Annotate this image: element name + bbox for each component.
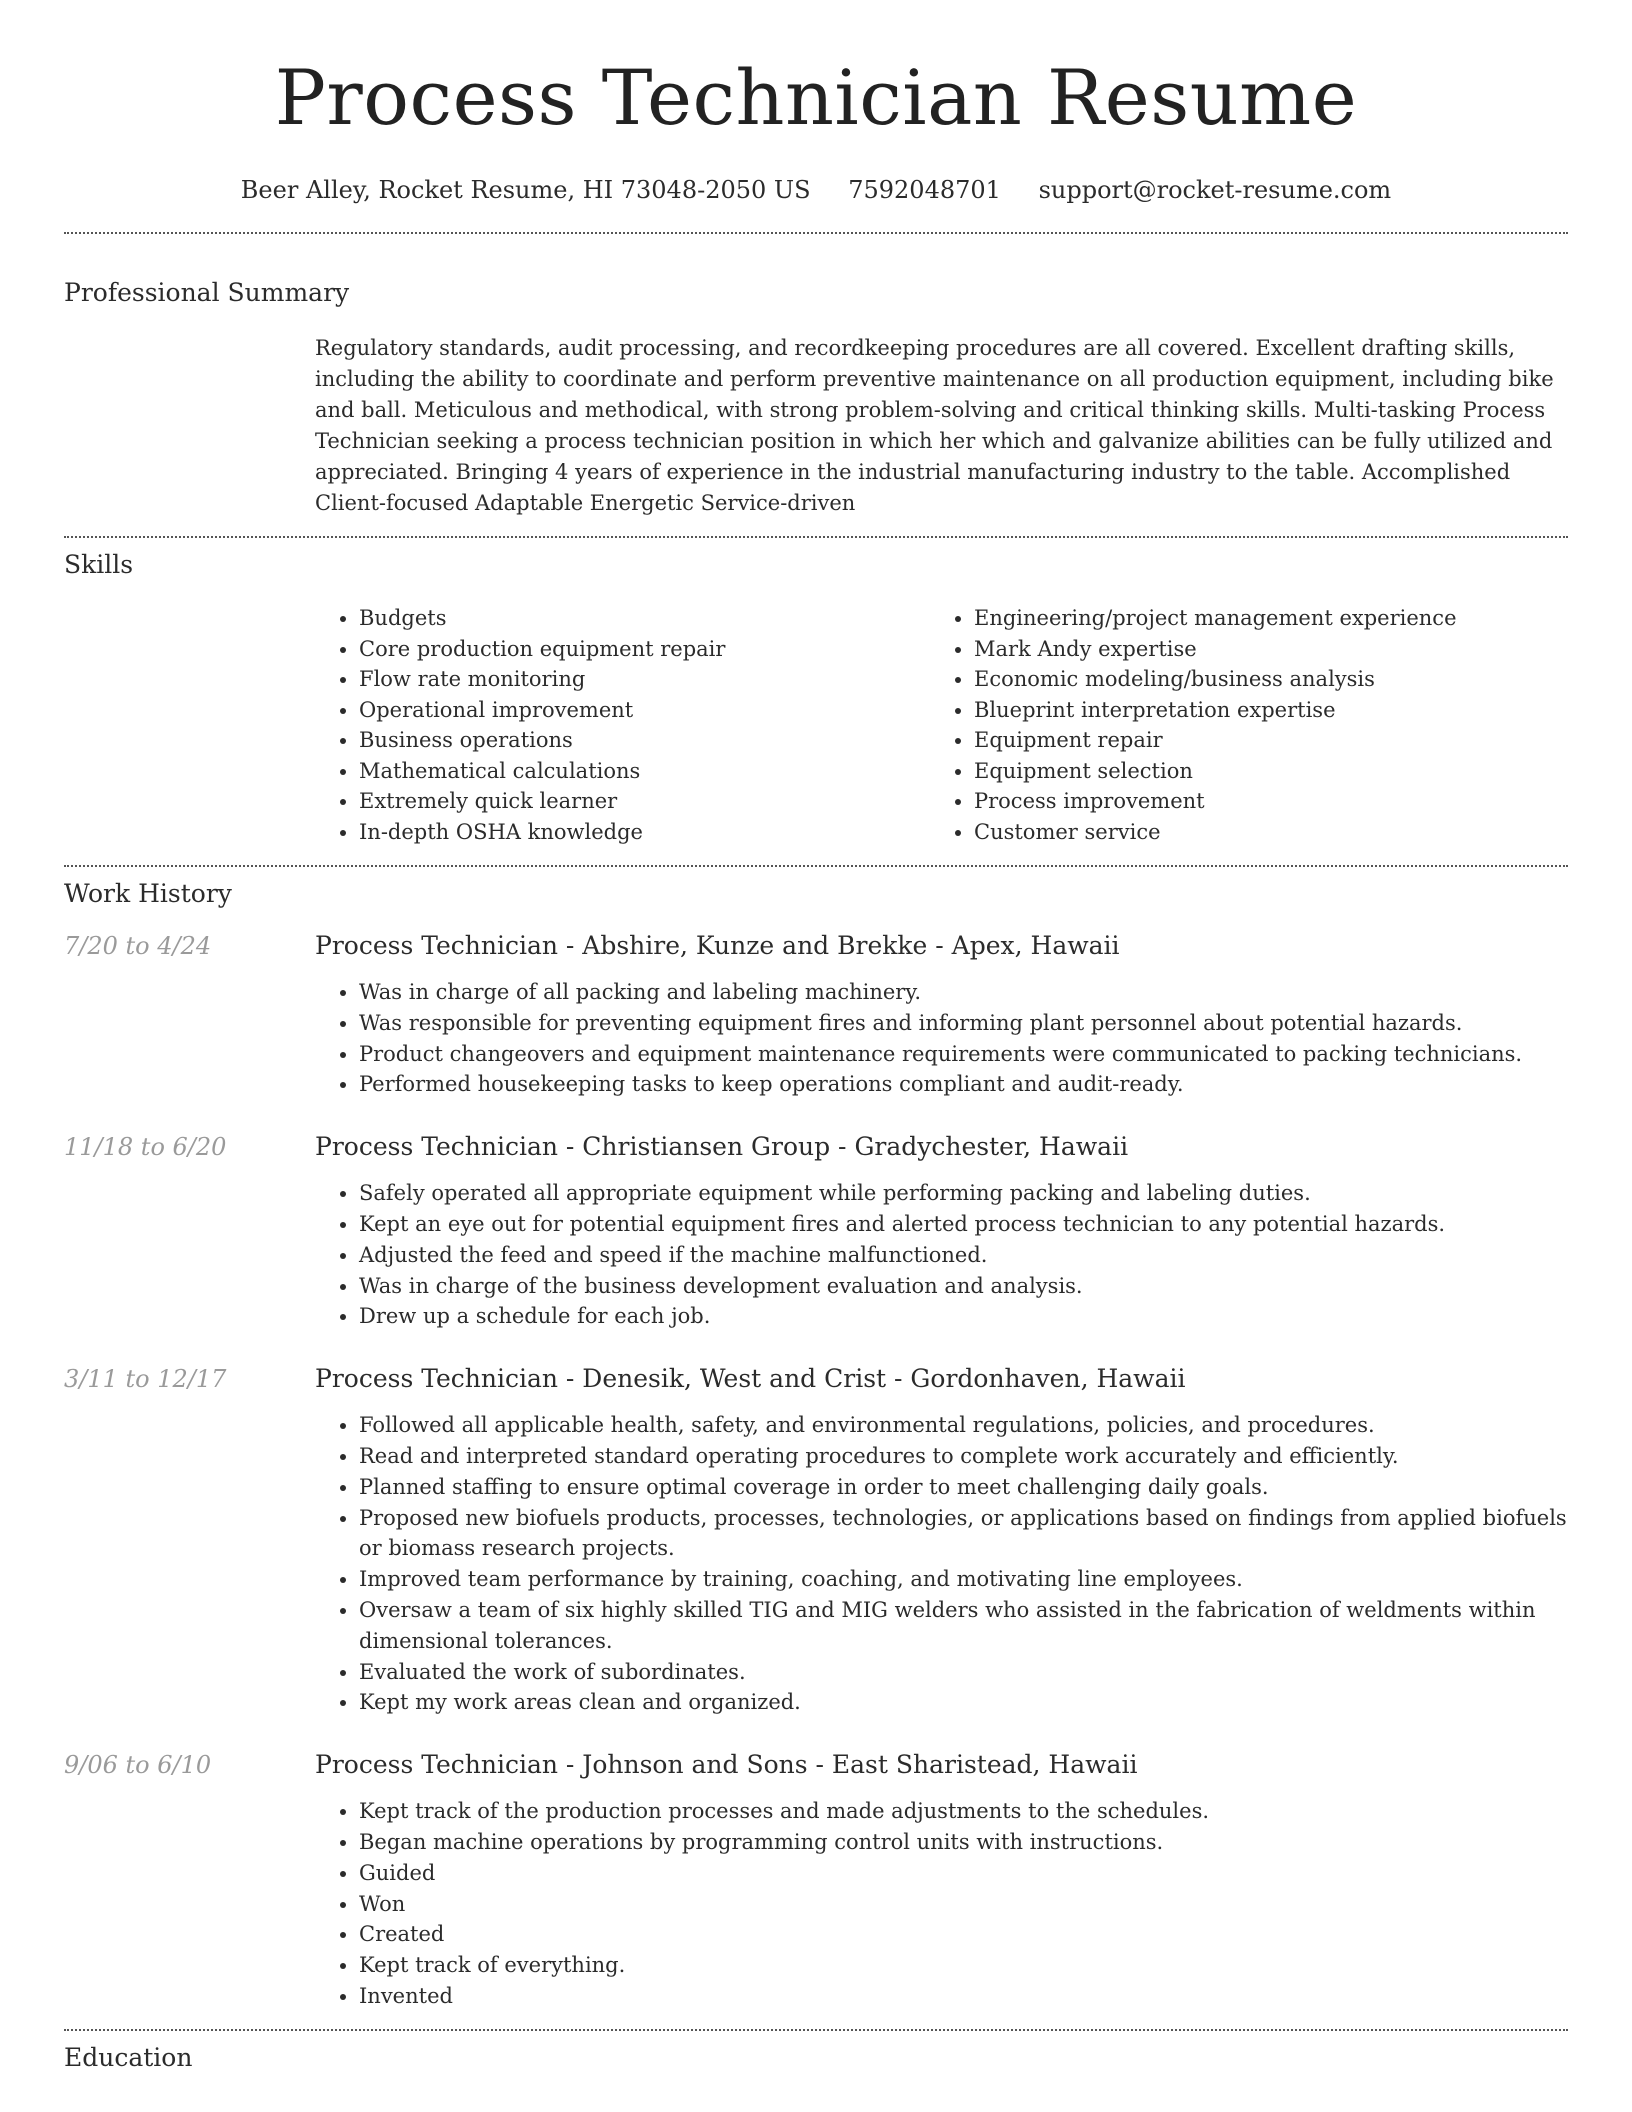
skill-item: • Core production equipment repair xyxy=(359,634,930,665)
divider-skills xyxy=(64,865,1568,867)
job-bullet: • Kept my work areas clean and organized. xyxy=(359,1687,1568,1718)
job-bullets xyxy=(315,1178,1568,1332)
divider-header xyxy=(64,232,1568,234)
job-bullets xyxy=(315,1410,1568,1718)
job-heading: Process Technician - Christiansen Group - Gradychester, Hawaii xyxy=(315,1132,1129,1162)
job-entry xyxy=(64,1362,1568,1718)
job-bullet: • Evaluated the work of subordinates. xyxy=(359,1657,1568,1688)
job-bullet: • Improved team performance by training, coaching, and motivating line employees. xyxy=(359,1564,1568,1595)
contact-email[interactable]: support@rocket-resume.com xyxy=(1038,176,1392,204)
skill-item: • Mark Andy expertise xyxy=(974,634,1544,665)
job-bullet: • Oversaw a team of six highly skilled TIG and MIG welders who assisted in the fabrication of weldments within dimensional tolerances. xyxy=(359,1595,1568,1657)
job-bullet: • Kept track of everything. xyxy=(359,1950,1568,1981)
job-bullet: • Product changeovers and equipment maintenance requirements were communicated to packing technicians. xyxy=(359,1039,1568,1070)
contact-address: Beer Alley, Rocket Resume, HI 73048-2050 US xyxy=(240,176,811,204)
job-bullet: • Invented xyxy=(359,1981,1568,2012)
skill-item: • Equipment selection xyxy=(974,756,1544,787)
skill-item: • Blueprint interpretation expertise xyxy=(974,695,1544,726)
skill-item: • Process improvement xyxy=(974,786,1544,817)
divider-summary xyxy=(64,536,1568,538)
section-title-work: Work History xyxy=(64,879,232,908)
job-bullets xyxy=(315,1796,1568,2012)
job-bullet: • Read and interpreted standard operating procedures to complete work accurately and efficiently. xyxy=(359,1441,1568,1472)
skill-item: • Economic modeling/business analysis xyxy=(974,664,1544,695)
job-bullets xyxy=(315,977,1568,1100)
skill-item: • Flow rate monitoring xyxy=(359,664,930,695)
skill-item: • Operational improvement xyxy=(359,695,930,726)
job-bullet: • Performed housekeeping tasks to keep operations compliant and audit-ready. xyxy=(359,1069,1568,1100)
job-bullet: • Proposed new biofuels products, processes, technologies, or applications based on findings from applied biofuels or biomass research projects. xyxy=(359,1503,1568,1565)
section-title-summary: Professional Summary xyxy=(64,278,350,307)
skill-item: • Extremely quick learner xyxy=(359,786,930,817)
job-dates: 3/11 to 12/17 xyxy=(64,1365,227,1394)
skills-column-left xyxy=(315,603,930,847)
job-bullet: • Safely operated all appropriate equipment while performing packing and labeling duties. xyxy=(359,1178,1568,1209)
page-title: Process Technician Resume xyxy=(274,53,1358,142)
job-bullet: • Was responsible for preventing equipment fires and informing plant personnel about potential hazards. xyxy=(359,1008,1568,1039)
job-dates: 11/18 to 6/20 xyxy=(64,1133,227,1162)
resume-page xyxy=(64,0,1568,2074)
section-title-education: Education xyxy=(64,2042,193,2072)
job-dates: 7/20 to 4/24 xyxy=(64,932,212,960)
skills-column-right xyxy=(930,603,1544,847)
skill-item: • In-depth OSHA knowledge xyxy=(359,817,930,848)
job-bullet: • Drew up a schedule for each job. xyxy=(359,1301,1568,1332)
job-entry xyxy=(64,1130,1568,1332)
skill-item: • Customer service xyxy=(974,817,1544,848)
skill-item: • Mathematical calculations xyxy=(359,756,930,787)
job-bullet: • Created xyxy=(359,1919,1568,1950)
divider-work xyxy=(64,2029,1568,2031)
summary-text: Regulatory standards, audit processing, and recordkeeping procedures are all covered. Excellent drafting skills, including the ability to coordinate and perform preventive maintenance on all production equipment, including bike and ball. Meticulous and methodical, with strong problem-solving and critical thinking skills. Multi-tasking Process Technician seeking a process technician position in which her which and galvanize abilities can be fully utilized and appreciated. Bringing 4 years of experience in the industrial manufacturing industry to the table. Accomplished Client-focused Adaptable Energetic Service-driven xyxy=(315,336,1554,515)
job-heading: Process Technician - Johnson and Sons - East Sharistead, Hawaii xyxy=(315,1750,1138,1780)
job-bullet: • Kept track of the production processes and made adjustments to the schedules. xyxy=(359,1796,1568,1827)
job-heading: Process Technician - Abshire, Kunze and Brekke - Apex, Hawaii xyxy=(315,931,1120,960)
job-bullet: • Planned staffing to ensure optimal coverage in order to meet challenging daily goals. xyxy=(359,1472,1568,1503)
job-bullet: • Was in charge of all packing and labeling machinery. xyxy=(359,977,1568,1008)
job-bullet: • Followed all applicable health, safety, and environmental regulations, policies, and procedures. xyxy=(359,1410,1568,1441)
skill-item: • Budgets xyxy=(359,603,930,634)
skills-list xyxy=(315,603,1568,847)
job-bullet: • Adjusted the feed and speed if the machine malfunctioned. xyxy=(359,1240,1568,1271)
contact-line xyxy=(64,174,1568,206)
job-bullet: • Won xyxy=(359,1889,1568,1920)
skill-item: • Equipment repair xyxy=(974,725,1544,756)
job-entry xyxy=(64,1748,1568,2012)
contact-phone: 7592048701 xyxy=(848,176,1001,204)
job-bullet: • Guided xyxy=(359,1858,1568,1889)
job-entry xyxy=(64,929,1568,1100)
section-title-skills: Skills xyxy=(64,550,134,579)
skill-item: • Engineering/project management experience xyxy=(974,603,1544,634)
skill-item: • Business operations xyxy=(359,725,930,756)
job-heading: Process Technician - Denesik, West and Crist - Gordonhaven, Hawaii xyxy=(315,1364,1186,1394)
job-bullet: • Kept an eye out for potential equipment fires and alerted process technician to any potential hazards. xyxy=(359,1209,1568,1240)
job-dates: 9/06 to 6/10 xyxy=(64,1751,212,1780)
job-bullet: • Began machine operations by programming control units with instructions. xyxy=(359,1827,1568,1858)
job-bullet: • Was in charge of the business development evaluation and analysis. xyxy=(359,1271,1568,1302)
